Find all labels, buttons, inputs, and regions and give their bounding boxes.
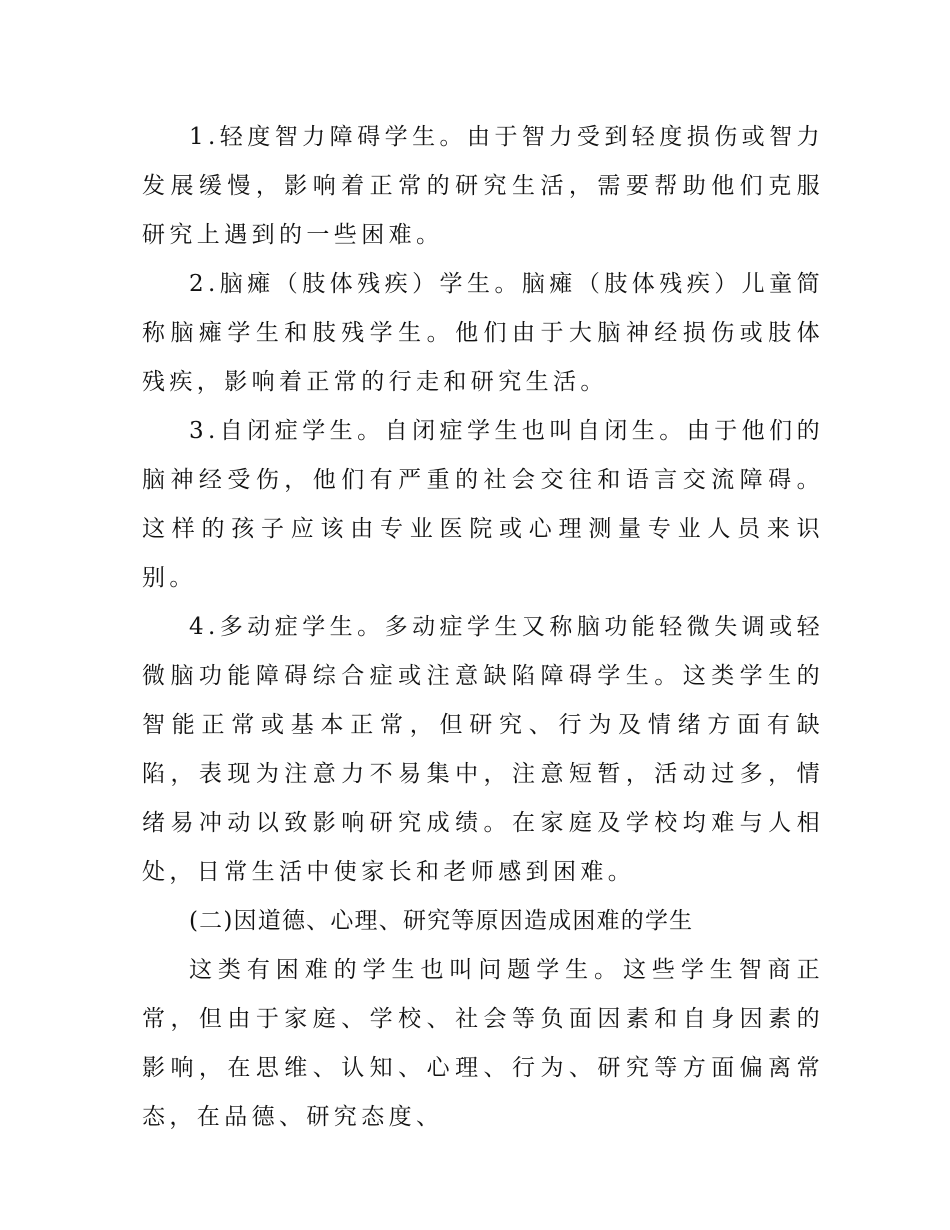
section-heading: (二)因道德、心理、研究等原因造成困难的学生: [189, 908, 694, 934]
paragraph-problem-students: 这类有困难的学生也叫问题学生。这些学生智商正常，但由于家庭、学校、社会等负面因素和自身因素的影响，在思维、认知、心理、行为、研究等方面偏离常态，在品德、研究态度、: [142, 957, 824, 1130]
paragraph-adhd: 4.多动症学生。多动症学生又称脑功能轻微失调或轻微脑功能障碍综合症或注意缺陷障碍学生。这类学生的智能正常或基本正常，但研究、行为及情绪方面有缺陷，表现为注意力不易集中，注意短暂，活动过多，情绪易冲动以致影响研究成绩。在家庭及学校均难与人相处，日常生活中使家长和老师感到困难。: [142, 614, 824, 885]
document-body: [142, 113, 824, 1142]
paragraph-cerebral-palsy: 2.脑瘫（肢体残疾）学生。脑瘫（肢体残疾）儿童简称脑瘫学生和肢残学生。他们由于大脑神经损伤或肢体残疾，影响着正常的行走和研究生活。: [142, 271, 824, 395]
paragraph-autism: 3.自闭症学生。自闭症学生也叫自闭生。由于他们的脑神经受伤，他们有严重的社会交往和语言交流障碍。这样的孩子应该由专业医院或心理测量专业人员来识别。: [142, 418, 824, 591]
paragraph-mild-intellectual-disability: 1.轻度智力障碍学生。由于智力受到轻度损伤或智力发展缓慢，影响着正常的研究生活，需要帮助他们克服研究上遇到的一些困难。: [142, 124, 824, 248]
